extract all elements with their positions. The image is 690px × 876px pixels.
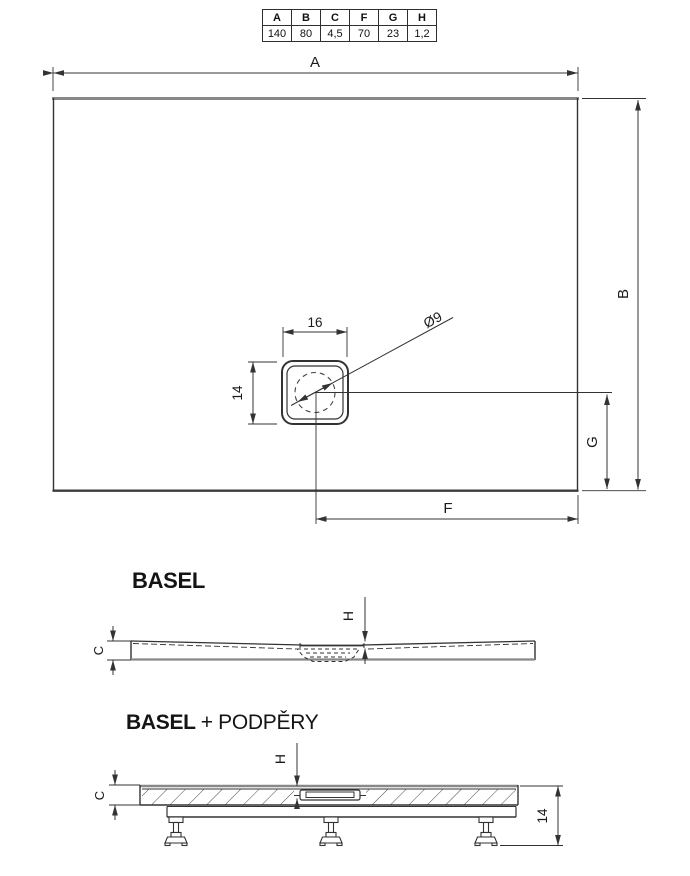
support-view [92, 743, 563, 846]
table-header-h: H [408, 10, 437, 26]
support-leg-middle [320, 817, 342, 846]
leg-foot [320, 837, 342, 843]
top-view [52, 54, 646, 524]
leg-foot-pad [492, 843, 497, 846]
table-value-g: 23 [379, 26, 408, 42]
dimension-f-label: F [443, 500, 453, 517]
leg-foot-pad [320, 843, 325, 846]
profile-view [91, 597, 535, 675]
leg-stem [484, 823, 489, 833]
leg-stem [174, 823, 179, 833]
drain-width-label: 16 [307, 315, 323, 330]
leg-foot-pad [337, 843, 342, 846]
leg-adjuster-nut [171, 833, 181, 838]
dimension-h-label: H [340, 610, 356, 622]
leg-stem [329, 823, 334, 833]
leg-foot-pad [165, 843, 170, 846]
dimension-h-profile [340, 597, 365, 664]
table-header-c: C [321, 10, 350, 26]
dimension-a-label: A [309, 54, 321, 71]
table-value-c: 4,5 [321, 26, 350, 42]
dimension-f [316, 495, 578, 524]
dimension-h-label: H [272, 753, 288, 765]
dimension-b [582, 99, 646, 491]
table-value-b: 80 [292, 26, 321, 42]
total-height-label: 14 [535, 808, 550, 824]
dimension-b-label: B [615, 288, 632, 300]
table-header-a: A [263, 10, 292, 26]
support-rail [167, 807, 516, 818]
leg-bracket [479, 817, 493, 823]
diameter-label: Ø9 [420, 308, 445, 332]
leg-adjuster-nut [326, 833, 336, 838]
table-value-f: 70 [350, 26, 379, 42]
profile-view-title: BASEL [132, 568, 206, 593]
profile-top-right [362, 641, 535, 645]
leg-bracket [324, 817, 338, 823]
table-value-a: 140 [263, 26, 292, 42]
table-header-g: G [379, 10, 408, 26]
drain-height-label: 14 [230, 385, 245, 401]
dimension-c-label: C [92, 790, 107, 801]
table-header-b: B [292, 10, 321, 26]
dimension-c-label: C [91, 645, 106, 656]
support-leg-left [165, 817, 187, 846]
leg-foot-pad [475, 843, 480, 846]
dimension-g-label: G [584, 436, 601, 448]
dimension-g [584, 395, 607, 490]
dimension-a [53, 54, 578, 91]
support-title-suffix: + PODPĚRY [200, 711, 319, 734]
dimension-c-support [92, 770, 140, 820]
table-header-f: F [350, 10, 379, 26]
leg-foot [165, 837, 187, 843]
tray-surface [54, 99, 577, 490]
support-leg-right [475, 817, 497, 846]
support-title-model: BASEL [126, 711, 196, 734]
leg-foot [475, 837, 497, 843]
leg-adjuster-nut [481, 833, 491, 838]
leg-bracket [169, 817, 183, 823]
table-value-h: 1,2 [408, 26, 437, 42]
leg-foot-pad [182, 843, 187, 846]
tray-profile [131, 641, 535, 662]
dimension-c-profile [91, 626, 131, 675]
tray-cross-section [140, 785, 518, 805]
tray-outline [52, 98, 579, 491]
